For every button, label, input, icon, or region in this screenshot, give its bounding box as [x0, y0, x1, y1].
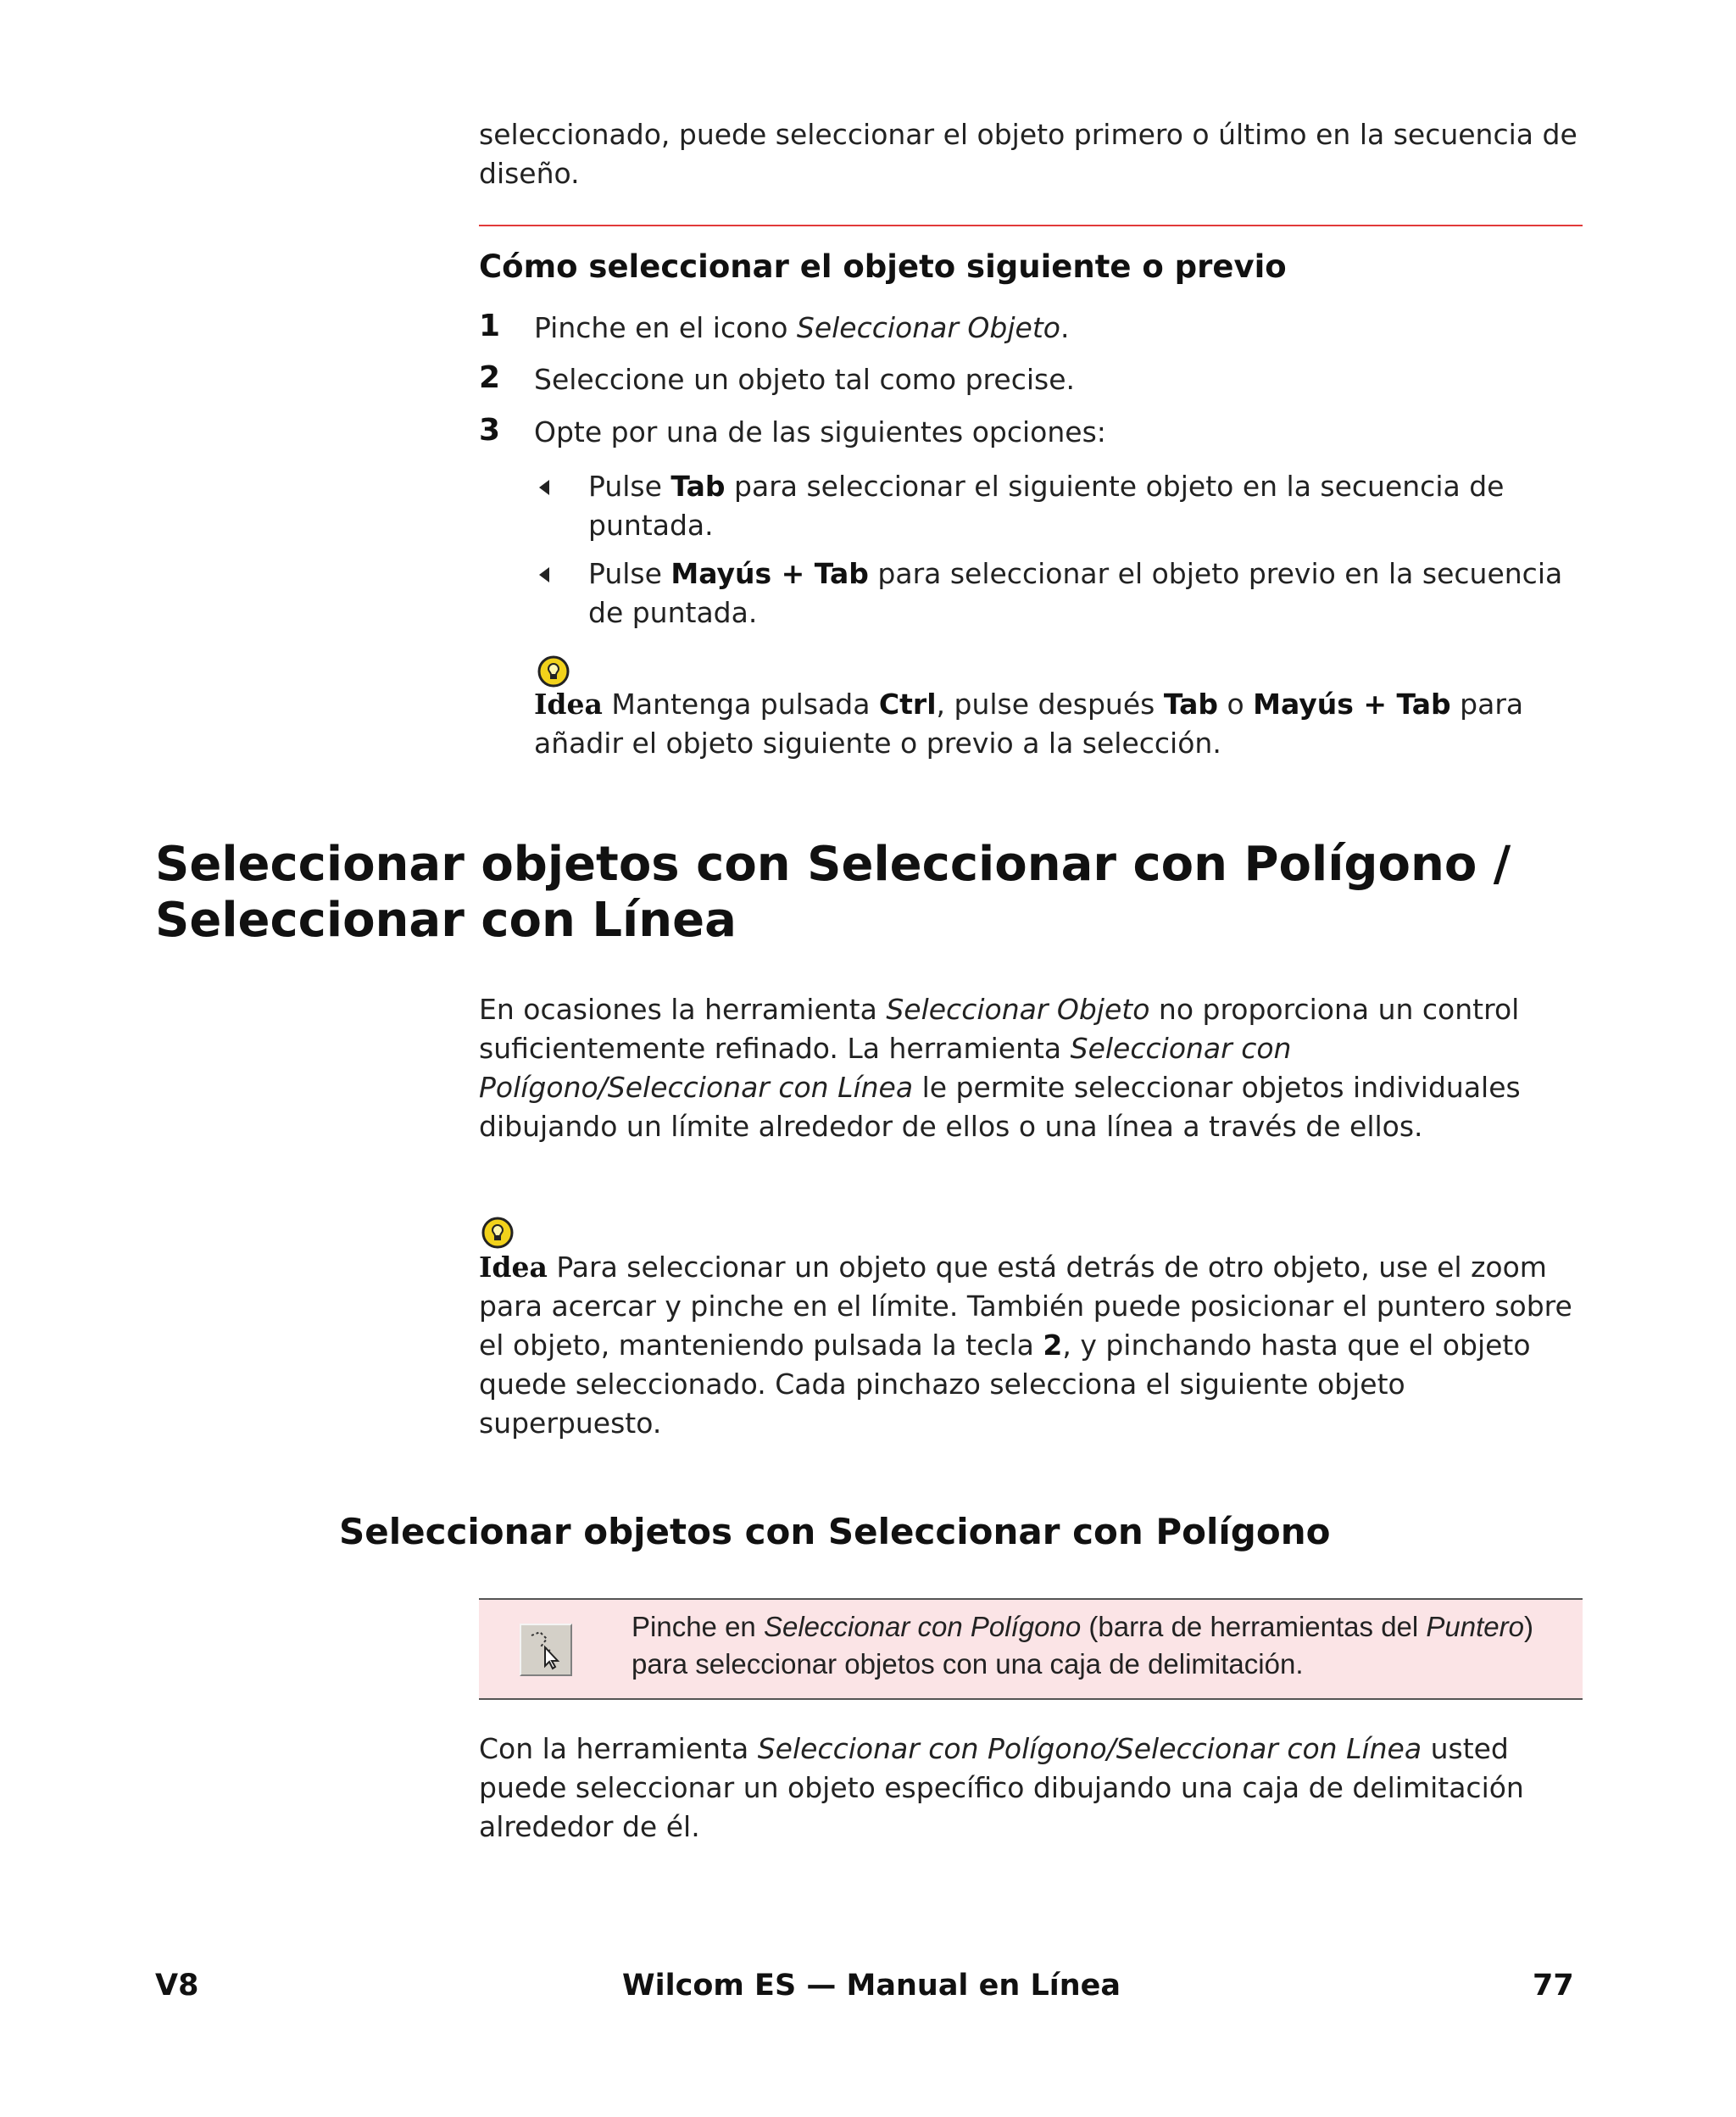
subsection-heading: Seleccionar objetos con Seleccionar con Polígono: [339, 1511, 1331, 1552]
option-bullet: Pulse Mayús + Tab para seleccionar el objeto previo en la secuencia de puntada.: [588, 557, 1563, 629]
section-paragraph: Con la herramienta Seleccionar con Polígono/Seleccionar con Línea usted puede seleccionar un objeto específico dibujando una caja de delimitación alrededor de él.: [479, 1732, 1524, 1843]
select-polygon-icon[interactable]: [520, 1624, 572, 1676]
step-number: 3: [479, 413, 501, 448]
step-text: Pinche en el icono Seleccionar Objeto.: [534, 311, 1070, 344]
polygon-cursor-icon: [521, 1625, 570, 1674]
step-text: Opte por una de las siguientes opciones:: [534, 415, 1106, 448]
step-number: 1: [479, 309, 501, 343]
page-number: 77: [1533, 1969, 1574, 2003]
intro-paragraph: seleccionado, puede seleccionar el objeto primero o último en la secuencia de diseño.: [479, 118, 1577, 190]
tool-instruction-box: [479, 1598, 1583, 1700]
footer-title: Wilcom ES — Manual en Línea: [622, 1969, 1121, 2003]
bullet-arrow-icon: [539, 480, 549, 495]
lightbulb-icon: [537, 655, 570, 688]
section-heading: Seleccionar objetos con Seleccionar con Polígono / Seleccionar con Línea: [155, 837, 1511, 948]
section-divider: [479, 225, 1583, 226]
bullet-arrow-icon: [539, 567, 549, 582]
tip-paragraph: Idea Mantenga pulsada Ctrl, pulse después Tab o Mayús + Tab para añadir el objeto siguiente o previo a la selección.: [534, 688, 1524, 760]
step-text: Seleccione un objeto tal como precise.: [534, 363, 1075, 396]
lightbulb-icon: [481, 1217, 514, 1249]
option-bullet: Pulse Tab para seleccionar el siguiente objeto en la secuencia de puntada.: [588, 470, 1505, 542]
footer-version: V8: [155, 1969, 199, 2003]
step-number: 2: [479, 360, 501, 395]
tip-paragraph: Idea Para seleccionar un objeto que está detrás de otro objeto, use el zoom para acercar y pinche en el límite. También puede posicionar el puntero sobre el objeto, manteniendo pulsada la tecla 2, y pinchando hasta que el objeto quede seleccionado. Cada pinchazo selecciona el siguiente objeto superpuesto.: [479, 1251, 1572, 1440]
tool-description: Pinche en Seleccionar con Polígono (barra de herramientas del Puntero) para seleccionar objetos con una caja de delimitación.: [632, 1611, 1533, 1680]
procedure-heading: Cómo seleccionar el objeto siguiente o previo: [479, 248, 1287, 285]
section-paragraph: En ocasiones la herramienta Seleccionar Objeto no proporciona un control suficientemente refinado. La herramienta Seleccionar con Polígono/Seleccionar con Línea le permite seleccionar objetos individuales dibujando un límite alrededor de ellos o una línea a través de ellos.: [479, 993, 1521, 1143]
